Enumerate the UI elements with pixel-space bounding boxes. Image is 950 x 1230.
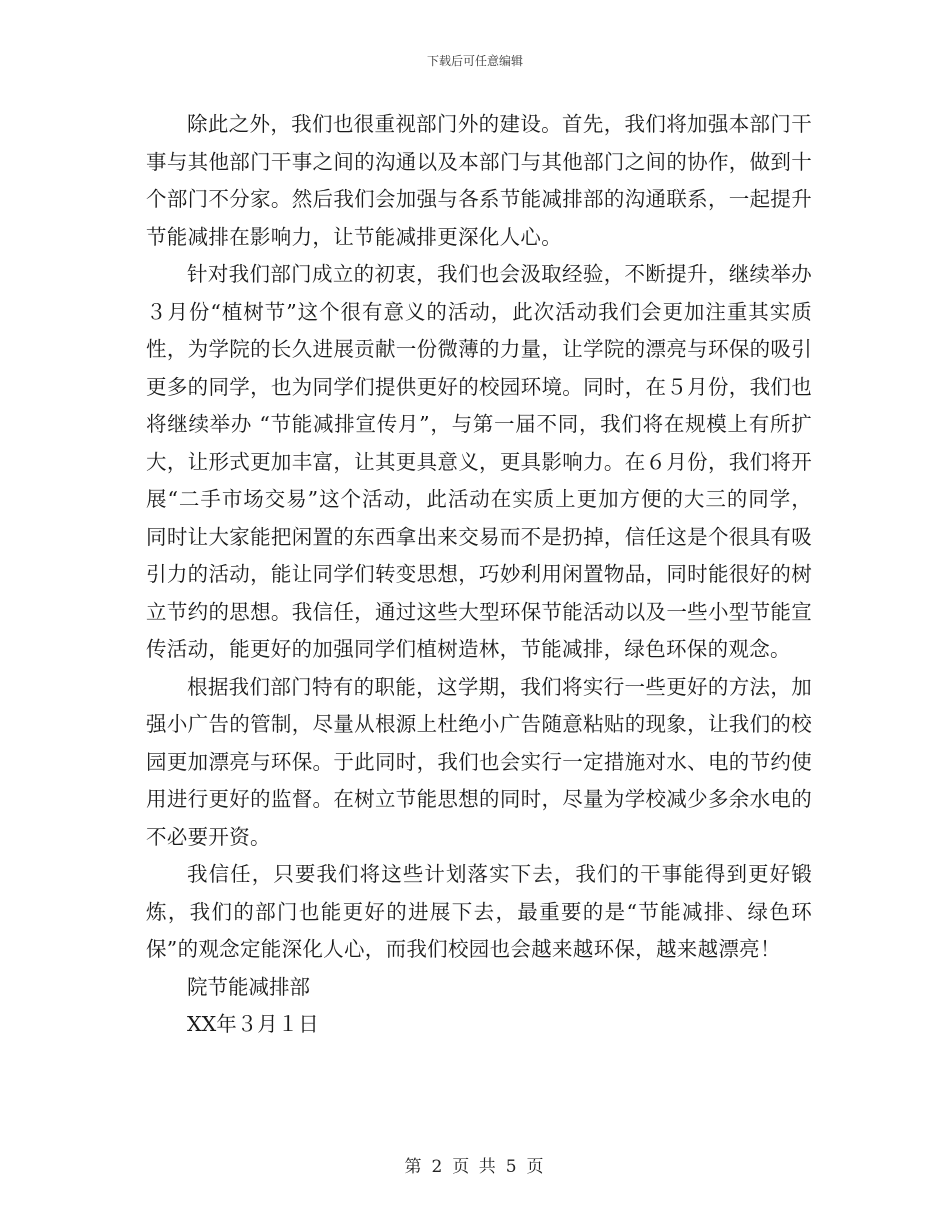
signature-org: 院节能减排部	[187, 974, 310, 999]
footer-suffix: 页	[526, 1157, 546, 1177]
footer-middle: 页 共	[452, 1157, 498, 1177]
page-footer	[0, 1152, 950, 1177]
paragraph-3: 根据我们部门特有的职能，这学期，我们将实行一些更好的方法，加强小广告的管制，尽量从根源上杜绝小广告随意粘贴的现象，让我们的校园更加漂亮与环保。于此同时，我们也会实行一定措施对水、电的节约使用进行更好的监督。在树立节能思想的同时，尽量为学校减少多余水电的不必要开资。	[146, 674, 812, 849]
footer-prefix: 第	[404, 1157, 424, 1177]
page-header: 下载后可任意编辑	[426, 54, 523, 68]
signature-date: XX年３月１日	[187, 1012, 319, 1036]
document-body	[146, 106, 812, 1044]
footer-current-page: 2	[431, 1157, 445, 1177]
paragraph-4: 我信任，只要我们将这些计划落实下去，我们的干事能得到更好锻炼，我们的部门也能更好的进展下去，最重要的是“节能减排、绿色环保”的观念定能深化人心，而我们校园也会越来越环保，越来越漂亮！	[146, 862, 812, 961]
footer-total-pages: 5	[505, 1157, 519, 1177]
paragraph-2: 针对我们部门成立的初衷，我们也会汲取经验，不断提升，继续举办３月份“植树节”这个很有意义的活动，此次活动我们会更加注重其实质性，为学院的长久进展贡献一份微薄的力量，让学院的漂亮与环保的吸引更多的同学，也为同学们提供更好的校园环境。同时，在５月份，我们也将继续举办 “节能减排宣传月”，与第一届不同，我们将在规模上有所扩大，让形式更加丰富，让其更具意义，更具影响力。在６月份，我们将开展“二手市场交易”这个活动，此活动在实质上更加方便的大三的同学，同时让大家能把闲置的东西拿出来交易而不是扔掉，信任这是个很具有吸引力的活动，能让同学们转变思想，巧妙利用闲置物品，同时能很好的树立节约的思想。我信任，通过这些大型环保节能活动以及一些小型节能宣传活动，能更好的加强同学们植树造林，节能减排，绿色环保的观念。	[146, 262, 812, 661]
paragraph-1: 除此之外，我们也很重视部门外的建设。首先，我们将加强本部门干事与其他部门干事之间的沟通以及本部门与其他部门之间的协作，做到十个部门不分家。然后我们会加强与各系节能减排部的沟通联系，一起提升节能减排在影响力，让节能减排更深化人心。	[146, 112, 812, 249]
